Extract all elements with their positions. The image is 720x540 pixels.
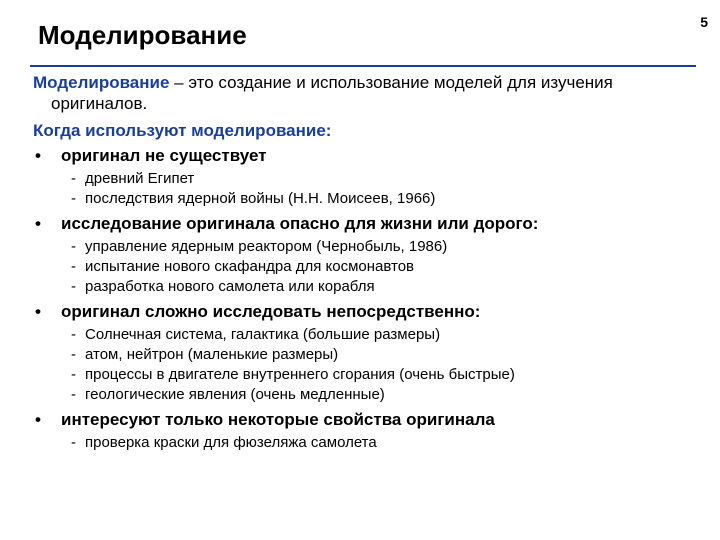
slide-content [33,72,693,457]
bullet-icon: • [35,214,41,233]
list-item [71,257,693,277]
bullet-group [33,301,693,405]
list-item-text: последствия ядерной войны (Н.Н. Моисеев, 1966) [85,190,436,207]
list-item-text: Солнечная система, галактика (большие размеры) [85,326,441,343]
bullet-group [33,409,693,453]
list-item-text: процессы в двигателе внутреннего сгорания (очень быстрые) [85,366,515,383]
bullet-heading: оригинал не существует [61,146,267,165]
dash-icon: - [71,326,76,343]
slide-number: 5 [700,14,708,30]
list-item-text: атом, нейтрон (маленькие размеры) [85,346,339,363]
dash-icon: - [71,346,76,363]
slide-title: Моделирование [38,20,247,50]
bullet-group [33,213,693,297]
definition-paragraph [33,72,693,114]
list-item [71,169,693,189]
question-heading: Когда используют моделирование: [33,121,332,140]
bullet-group [33,145,693,209]
list-item-text: управление ядерным реактором (Чернобыль, 1986) [85,238,448,255]
definition-term: Моделирование [33,73,170,92]
list-item-text: проверка краски для фюзеляжа самолета [85,434,377,451]
list-item [71,189,693,209]
list-item [71,277,693,297]
bullet-icon: • [35,410,41,429]
bullet-heading: исследование оригинала опасно для жизни или дорого: [61,214,539,233]
list-item [71,325,693,345]
dash-icon: - [71,170,76,187]
dash-icon: - [71,190,76,207]
bullet-heading: интересуют только некоторые свойства оригинала [61,410,495,429]
bullet-heading: оригинал сложно исследовать непосредственно: [61,302,481,321]
definition-text: – это создание и использование моделей для изучения оригиналов. [51,73,613,113]
dash-icon: - [71,238,76,255]
list-item [71,345,693,365]
bullet-icon: • [35,302,41,321]
list-item-text: испытание нового скафандра для космонавтов [85,258,415,275]
title-divider [30,65,696,67]
dash-icon: - [71,386,76,403]
list-item-text: разработка нового самолета или корабля [85,278,375,295]
list-item [71,433,693,453]
list-item [71,365,693,385]
list-item [71,237,693,257]
bullet-icon: • [35,146,41,165]
list-item-text: геологические явления (очень медленные) [85,386,385,403]
dash-icon: - [71,366,76,383]
dash-icon: - [71,278,76,295]
dash-icon: - [71,258,76,275]
list-item [71,385,693,405]
list-item-text: древний Египет [85,170,195,187]
dash-icon: - [71,434,76,451]
